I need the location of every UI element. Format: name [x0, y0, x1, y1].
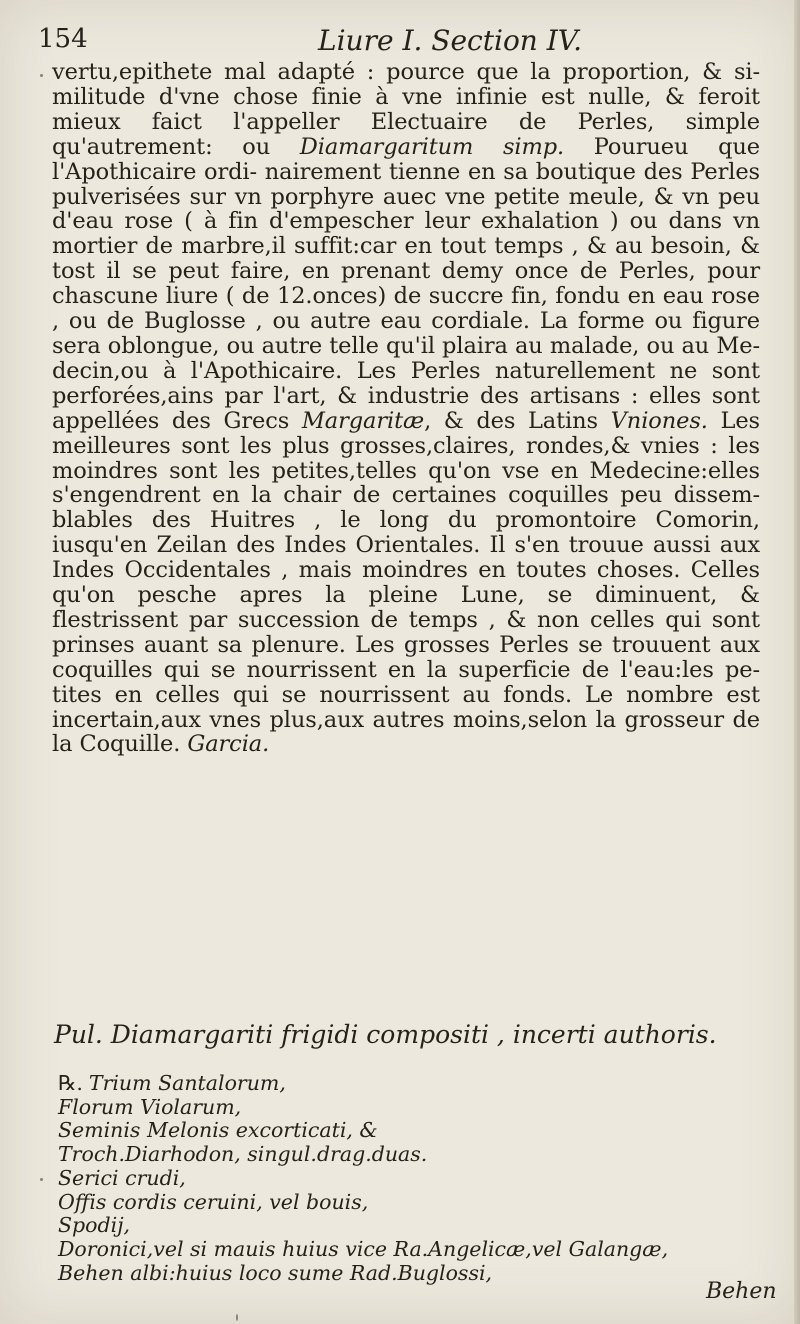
- ingredient: Troch.Diarhodon, singul.drag.duas.: [58, 1142, 428, 1167]
- body-line: marbre,il suffit:car en tout temps , & au besoin, & tost il se: [52, 233, 760, 285]
- body-line: peut faire, en prenant demy once de Perles, pour chascune: [52, 258, 760, 310]
- body-line: vertu,epithete mal adapté : pource que la propo: [52, 59, 629, 85]
- body-line: fin d'empescher leur exhalation ) ou dans vn mortier de: [52, 208, 760, 260]
- latin-term: Margaritæ: [301, 407, 425, 434]
- list-item: [58, 1119, 758, 1143]
- body-line: liure ( de 12.onces) de succre fin, fondu en eau rose , ou de: [52, 283, 760, 335]
- body-line: , & des Latins: [424, 407, 598, 434]
- body-line: ou: [242, 133, 271, 160]
- body-paragraph: [52, 60, 760, 757]
- body-line: Pourueu que l'Apothicaire ordi-: [52, 133, 760, 185]
- list-item: [58, 1096, 758, 1120]
- body-line: mieux faict l'appeller Electuaire de Perles, simple qu'autrement:: [52, 108, 760, 160]
- catchword: Behen: [706, 1279, 777, 1304]
- list-item: [58, 1238, 758, 1262]
- page-edge: [794, 0, 800, 1324]
- body-line: tites en celles qui se nourrissent au fonds. Le nombre est: [52, 681, 760, 708]
- ink-speck: [40, 74, 43, 77]
- body-line: appellées des Grecs: [52, 407, 290, 434]
- ingredient: Behen albi:huius loco sume Rad.Buglossi,: [58, 1260, 493, 1285]
- running-title: Liure I. Section IV.: [318, 24, 583, 57]
- recipe-ingredient-list: [58, 1072, 758, 1285]
- ingredient: Doronici,vel si mauis huius vice Ra.Angelicæ,vel Galangæ,: [58, 1236, 669, 1261]
- body-line: nairement tienne en sa boutique des Perles pulverisées sur: [52, 158, 760, 210]
- body-line: militude d'vne chose finie à vne infinie est nulle, & feroit: [52, 83, 760, 110]
- list-item: [58, 1143, 758, 1167]
- list-item: [58, 1191, 758, 1215]
- body-line: Celles qu'on pesche apres la pleine Lune, se diminuent, &: [52, 557, 760, 609]
- body-line: incertain,aux vnes plus,aux autres moins,selon la grosseur: [52, 706, 725, 733]
- list-item: [58, 1262, 758, 1286]
- body-line: blables des Huitres , le long du promontoire Comorin,: [52, 507, 760, 534]
- ink-speck: [236, 1314, 238, 1321]
- list-item: [58, 1167, 758, 1191]
- body-line: Les: [720, 407, 761, 434]
- body-line: prinses auant sa plenure. Les grosses Perles se trouuent aux: [52, 631, 760, 658]
- body-line: oblongue, ou autre telle qu'il plaira au malade, ou au Me-: [107, 332, 760, 359]
- body-line: vn porphyre auec vne petite meule, & vn peu d'eau rose ( à: [52, 183, 760, 235]
- body-line: meilleures sont les plus grosses,claires, rondes,& vnies : les: [52, 432, 760, 459]
- latin-term: Vniones.: [610, 407, 708, 434]
- body-line: moindres sont les petites,telles qu'on vse en Medecine:elles: [52, 457, 760, 484]
- body-line: aux Indes Occidentales , mais moindres en toutes choses.: [52, 532, 760, 584]
- list-item: [58, 1072, 758, 1096]
- body-line: perforées,ains par l'art, & industrie des artisans : elles sont: [52, 382, 760, 409]
- ingredient: Florum Violarum,: [58, 1094, 242, 1119]
- body-line: Buglosse , ou autre eau cordiale. La forme ou figure sera: [52, 308, 761, 359]
- recipe-sign: ℞.: [58, 1071, 83, 1095]
- ink-speck: [40, 1178, 43, 1181]
- body-line: flestrissent par succession de temps , & non celles qui sont: [52, 606, 760, 633]
- ingredient: Seminis Melonis excorticati, &: [58, 1118, 378, 1143]
- recipe-title: Pul. Diamargariti frigidi compositi , incerti authoris.: [54, 1020, 717, 1049]
- list-item: [58, 1214, 758, 1238]
- body-line: decin,ou à l'Apothicaire. Les Perles naturellement ne sont: [52, 357, 760, 384]
- latin-term: Diamargaritum simp.: [299, 133, 565, 160]
- body-line: s'engendrent en la chair de certaines coquilles peu dissem-: [52, 482, 760, 509]
- ingredient: Trium Santalorum,: [88, 1071, 286, 1095]
- body-line: coquilles qui se nourrissent en la superficie de l'eau:les pe-: [52, 656, 760, 683]
- body-line: iusqu'en Zeilan des Indes Orientales. Il s'en trouue aussi: [52, 532, 711, 559]
- body-line: rtion, & si-: [628, 59, 760, 85]
- ingredient: Serici crudi,: [58, 1165, 186, 1190]
- page-header: [38, 24, 758, 64]
- body-line: de la Coquille.: [52, 706, 760, 758]
- author-citation: Garcia.: [187, 731, 270, 758]
- page-number: 154: [38, 24, 88, 54]
- ingredient: Offis cordis ceruini, vel bouis,: [58, 1189, 369, 1214]
- ingredient: Spodij,: [58, 1213, 131, 1238]
